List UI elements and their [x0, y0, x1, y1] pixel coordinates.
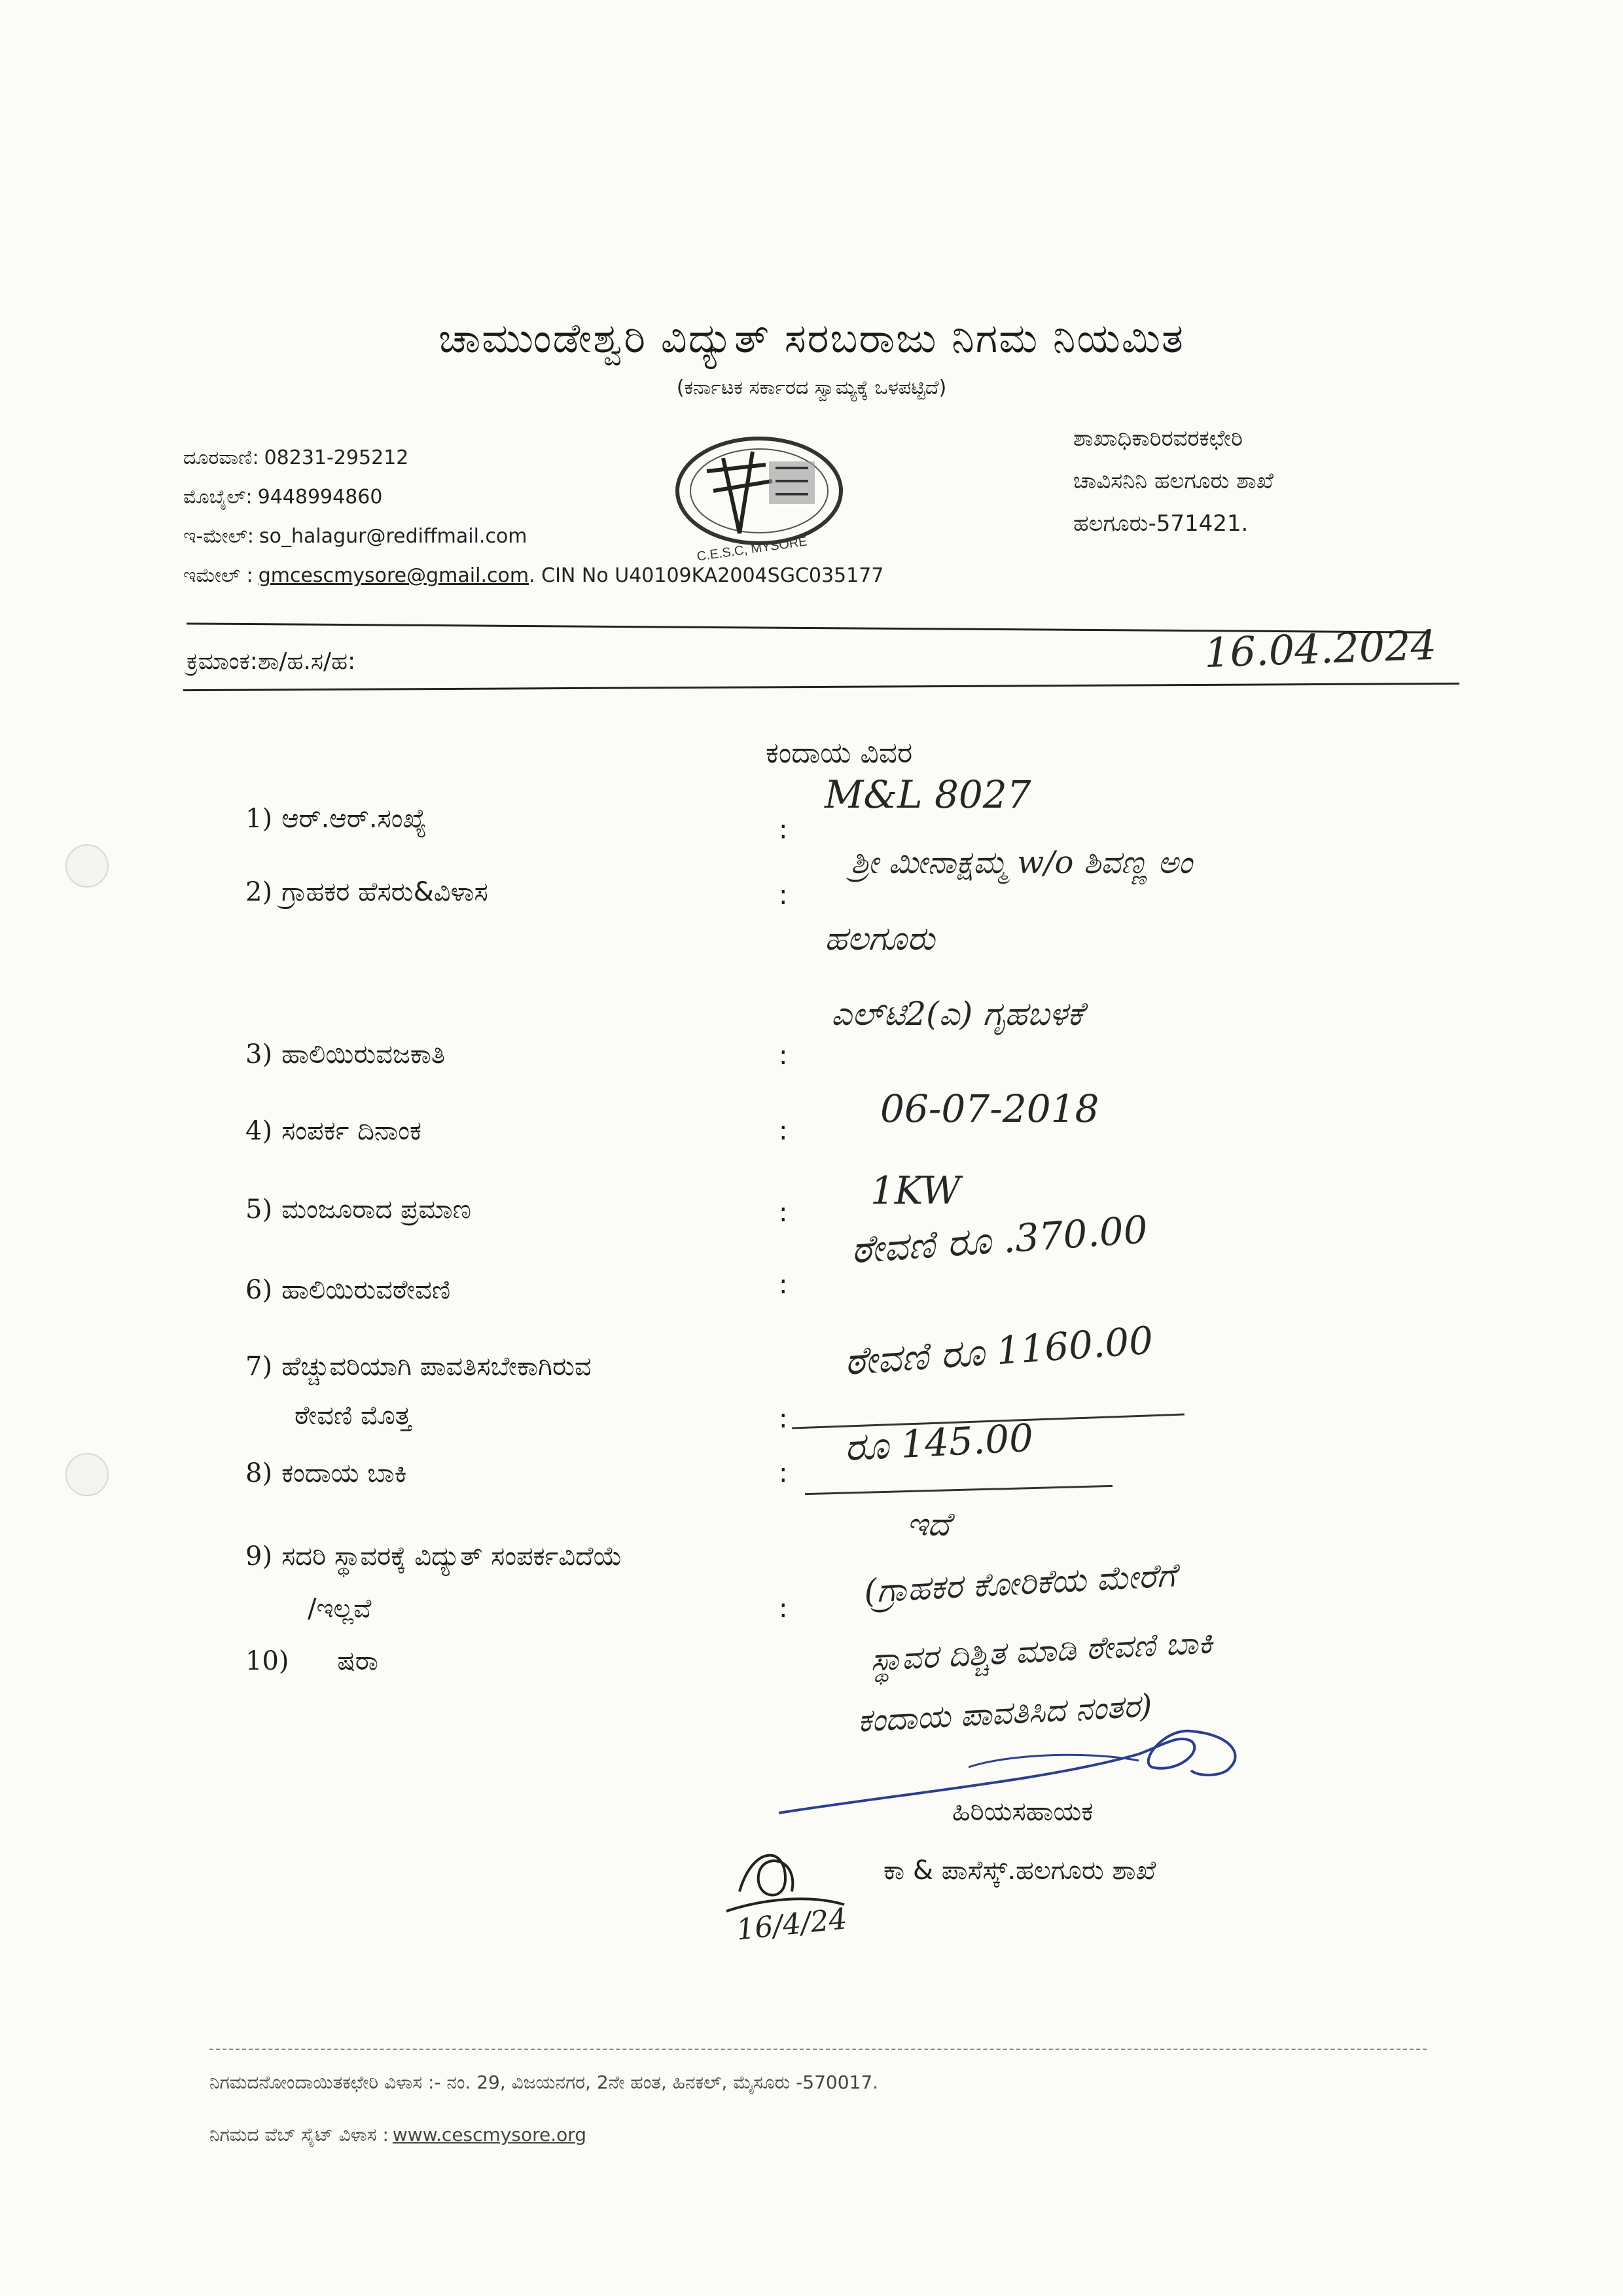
company-subtitle: (ಕರ್ನಾಟಕ ಸರ್ಕಾರದ ಸ್ವಾಮ್ಯಕ್ಕೆ ಒಳಪಟ್ಟಿದೆ)	[676, 376, 947, 399]
underline-stroke	[805, 1485, 1113, 1495]
row-label: ಷರಾ	[337, 1646, 378, 1676]
logo-text: C.E.S.C, MYSORE	[696, 534, 808, 564]
contact-email-value[interactable]: so_halagur@rediffmail.com	[259, 525, 527, 548]
punch-hole-bottom	[65, 1453, 109, 1496]
reference-number-label: ಕ್ರಮಾಂಕ:ಶಾ/ಹ.ಸ/ಹ:	[187, 648, 356, 675]
contact-email-label: ಇ-ಮೇಲ್:	[183, 525, 254, 548]
row-revenue-arrears	[245, 1458, 406, 1488]
colon: :	[779, 880, 788, 910]
footer-divider	[209, 2049, 1427, 2050]
contact-phone-value: 08231-295212	[264, 446, 409, 469]
contact-phone-label: ದೂರವಾಣಿ:	[183, 446, 259, 469]
contact-email2-value[interactable]: gmcescmysore@gmail.com	[258, 564, 529, 587]
colon: :	[779, 815, 788, 845]
colon: :	[779, 1116, 788, 1146]
punch-hole-top	[65, 844, 109, 888]
row-number: 2)	[245, 877, 273, 907]
colon: :	[779, 1270, 788, 1300]
initials-scribble	[713, 1833, 857, 1964]
row-existing-deposit	[245, 1275, 450, 1305]
contact-email-cin	[183, 564, 883, 587]
rr-number-value: M&L 8027	[825, 772, 1031, 817]
row-number: 8)	[245, 1458, 273, 1488]
footer-website-line	[209, 2124, 586, 2146]
row-customer-name	[245, 877, 488, 907]
row-number: 1)	[245, 804, 273, 834]
row-number: 7)	[245, 1352, 273, 1382]
remarks-line-1: (ಗ್ರಾಹಕರ ಕೋರಿಕೆಯ ಮೇರೆಗೆ	[863, 1556, 1177, 1611]
contact-mobile-label: ಮೊಬೈಲ್:	[183, 486, 253, 509]
row-number: 5)	[245, 1194, 273, 1225]
revenue-details-heading: ಕಂದಾಯ ವಿವರ	[766, 736, 913, 770]
contact-mobile-value: 9448994860	[257, 486, 383, 509]
footer-address: ನಿಗಮದನೋಂದಾಯಿತಕಛೇರಿ ವಿಳಾಸ :- ನಂ. 29, ವಿಜಯನಗರ, 2ನೇ ಹಂತ, ಹಿನಕಲ್, ಮೈಸೂರು -570017.	[209, 2072, 879, 2093]
cin-number: . CIN No U40109KA2004SGC035177	[529, 564, 884, 587]
contact-email	[183, 525, 527, 548]
row-number: 3)	[245, 1039, 273, 1069]
remarks-line-3: ಕಂದಾಯ ಪಾವತಿಸಿದ ನಂತರ)	[856, 1687, 1153, 1740]
signatory-title: ಹಿರಿಯಸಹಾಯಕ	[952, 1797, 1094, 1827]
revenue-arrears-value: ರೂ 145.00	[843, 1415, 1035, 1470]
office-line-1: ಶಾಖಾಧಿಕಾರಿರವರಕಛೇರಿ	[1073, 425, 1243, 452]
colon: :	[779, 1458, 788, 1488]
row-additional-deposit	[245, 1352, 592, 1382]
colon: :	[779, 1404, 788, 1434]
row-label: ಸಂಪರ್ಕ ದಿನಾಂಕ	[281, 1116, 422, 1146]
row-number: 10)	[245, 1646, 289, 1676]
row-number: 4)	[245, 1116, 273, 1146]
customer-name-value: ಶ್ರೀ ಮೀನಾಕ್ಷಮ್ಮ w/o ಶಿವಣ್ಣ ಅಂ	[851, 844, 1192, 881]
contact-mobile	[183, 486, 382, 509]
sanctioned-load-value: 1KW	[870, 1168, 961, 1213]
row-number: 6)	[245, 1275, 273, 1305]
tariff-value: ಎಲ್‌ಟಿ2(ಎ) ಗೃಹಬಳಕೆ	[831, 995, 1084, 1033]
row-label: ಹಾಲಿಯಿರುವಜಕಾತಿ	[281, 1039, 446, 1069]
signatory-office: ಕಾ & ಪಾಸೆಸ್ಕ್.ಹಲಗೂರು ಶಾಖೆ	[883, 1856, 1156, 1886]
footer-website-link[interactable]: www.cescmysore.org	[392, 2124, 587, 2145]
existing-deposit-value: ಠೇವಣಿ ರೂ .370.00	[849, 1207, 1149, 1272]
colon: :	[779, 1594, 788, 1624]
row-label: ಗ್ರಾಹಕರ ಹೆಸರು&ವಿಳಾಸ	[281, 877, 488, 907]
row-label: ಆರ್.ಆರ್.ಸಂಖ್ಯೆ	[281, 804, 427, 834]
row-rr-number	[245, 804, 427, 834]
initials-date: 16/4/24	[734, 1902, 849, 1947]
row-tariff	[245, 1039, 445, 1069]
divider-bottom	[183, 683, 1459, 691]
remarks-line-2: ಸ್ಥಾವರ ದಿಶ್ಚಿತ ಮಾಡಿ ಠೇವಣಿ ಬಾಕಿ	[869, 1624, 1214, 1679]
customer-address-value: ಹಲಗೂರು	[825, 920, 935, 958]
row-power-connection-line2: /ಇಲ್ಲವೆ	[308, 1594, 372, 1624]
power-connection-value: ಇದೆ	[906, 1505, 950, 1543]
row-connection-date	[245, 1116, 421, 1146]
contact-email2-label: ಇಮೇಲ್ :	[183, 564, 253, 587]
connection-date-value: 06-07-2018	[880, 1086, 1099, 1131]
cesc-logo	[661, 419, 857, 563]
footer-website-label: ನಿಗಮದ ವೆಬ್ ಸೈಟ್ ವಿಳಾಸ :	[209, 2124, 389, 2145]
colon: :	[779, 1198, 788, 1228]
row-label: ಮಂಜೂರಾದ ಪ್ರಮಾಣ	[281, 1194, 471, 1225]
row-label: ಹೆಚ್ಚುವರಿಯಾಗಿ ಪಾವತಿಸಬೇಕಾಗಿರುವ	[281, 1352, 592, 1382]
office-line-2: ಚಾವಿಸನಿನಿ ಹಲಗೂರು ಶಾಖೆ	[1073, 468, 1274, 494]
company-title: ಚಾಮುಂಡೇಶ್ವರಿ ವಿದ್ಯುತ್ ಸರಬರಾಜು ನಿಗಮ ನಿಯಮಿತ	[438, 314, 1185, 362]
row-number: 9)	[245, 1541, 273, 1571]
office-line-3: ಹಲಗೂರು-571421.	[1073, 511, 1249, 537]
row-power-connection	[245, 1541, 622, 1571]
row-label: ಸದರಿ ಸ್ಥಾವರಕ್ಕೆ ವಿದ್ಯುತ್ ಸಂಪರ್ಕವಿದೆಯೆ	[281, 1541, 623, 1571]
reference-date: 16.04.2024	[1203, 620, 1438, 677]
row-additional-deposit-line2: ಠೇವಣಿ ಮೊತ್ತ	[294, 1401, 412, 1431]
additional-deposit-value: ಠೇವಣಿ ರೂ 1160.00	[843, 1318, 1155, 1384]
colon: :	[779, 1041, 788, 1071]
row-sanctioned-load	[245, 1194, 471, 1225]
row-remarks	[245, 1646, 378, 1676]
row-label: ಹಾಲಿಯಿರುವಠೇವಣಿ	[281, 1275, 451, 1305]
row-label: ಕಂದಾಯ ಬಾಕಿ	[281, 1458, 407, 1488]
contact-phone	[183, 446, 408, 469]
